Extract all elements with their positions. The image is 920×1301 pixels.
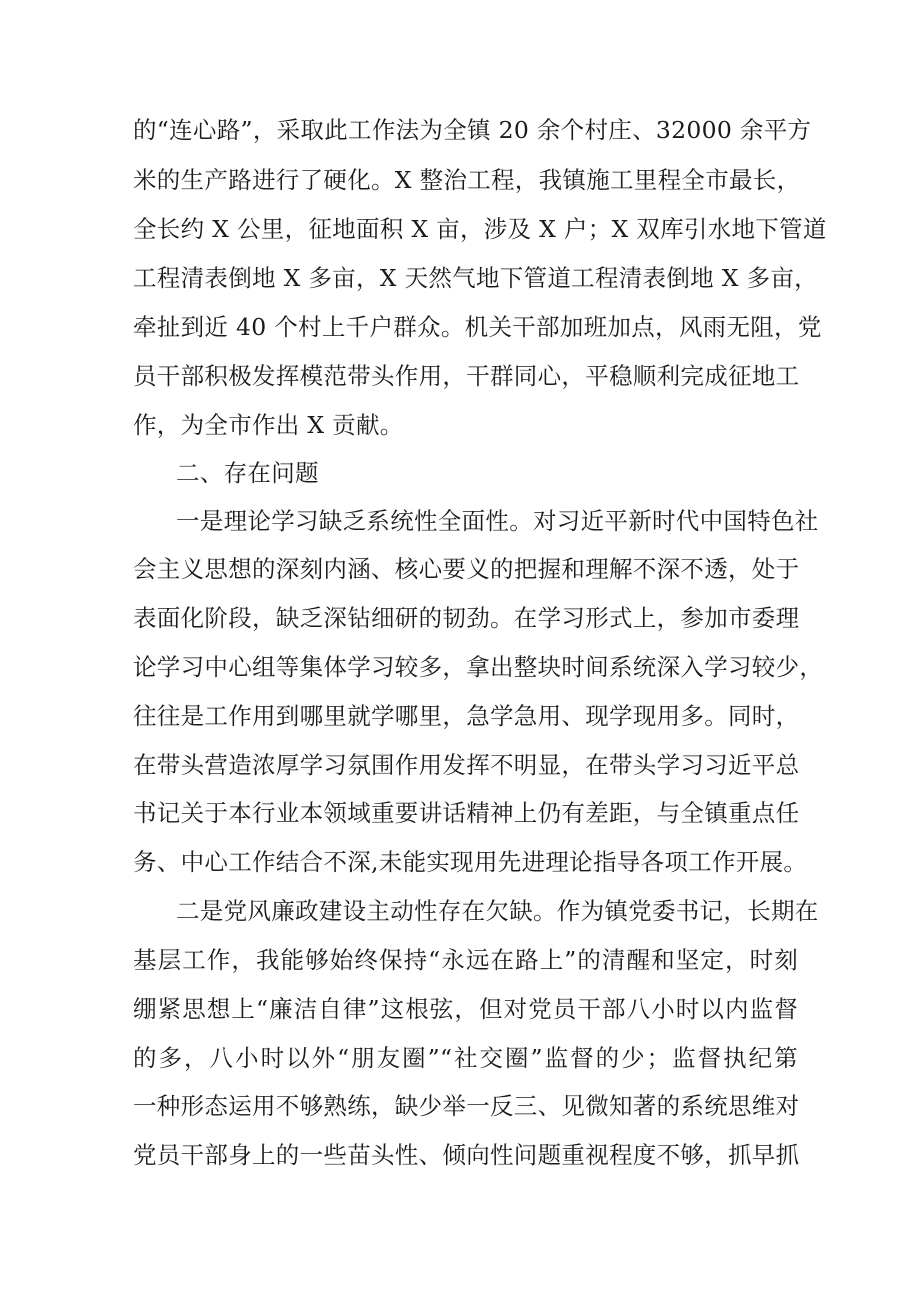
- text-line: 书记关于本行业本领域重要讲话精神上仍有差距，与全镇重点任: [133, 799, 800, 827]
- text-line: 工程清表倒地 X 多亩，X 天然气地下管道工程清表倒地 X 多亩，: [133, 264, 818, 292]
- text-line: 的“连心路”，采取此工作法为全镇 20 余个村庄、32000 余平方: [133, 116, 812, 144]
- text-line: 员干部积极发挥模范带头作用，干群同心，平稳顺利完成征地工: [133, 362, 800, 390]
- text-line: 绷紧思想上“廉洁自律”这根弦，但对党员干部八小时以内监督: [133, 995, 798, 1023]
- text-line: 的多，八小时以外“朋友圈”“社交圈”监督的少；监督执纪第: [133, 1044, 798, 1072]
- paragraph-first-line: 一是理论学习缺乏系统性全面性。对习近平新时代中国特色社: [176, 507, 819, 535]
- paragraph-first-line: 二是党风廉政建设主动性存在欠缺。作为镇党委书记，长期在: [176, 897, 819, 925]
- text-line: 基层工作，我能够始终保持“永远在路上”的清醒和坚定，时刻: [133, 946, 798, 974]
- text-line: 会主义思想的深刻内涵、核心要义的把握和理解不深不透，处于: [133, 555, 800, 583]
- text-line: 牵扯到近 40 个村上千户群众。机关干部加班加点，风雨无阻，党: [133, 313, 822, 341]
- text-line: 一种形态运用不够熟练，缺少举一反三、见微知著的系统思维对: [133, 1092, 800, 1120]
- text-line: 论学习中心组等集体学习较多，拿出整块时间系统深入学习较少，: [133, 653, 824, 681]
- text-line: 全长约 X 公里，征地面积 X 亩，涉及 X 户；X 双库引水地下管道: [133, 215, 827, 243]
- text-line: 米的生产路进行了硬化。X 整治工程，我镇施工里程全市最长，: [133, 166, 801, 194]
- text-line: 党员干部身上的一些苗头性、倾向性问题重视程度不够，抓早抓: [133, 1141, 800, 1169]
- section-heading: 二、存在问题: [176, 459, 319, 487]
- text-line: 在带头营造浓厚学习氛围作用发挥不明显，在带头学习习近平总: [133, 751, 800, 779]
- text-line: 往往是工作用到哪里就学哪里，急学急用、现学现用多。同时，: [133, 702, 800, 730]
- text-line: 表面化阶段，缺乏深钻细研的韧劲。在学习形式上，参加市委理: [133, 604, 800, 632]
- text-line: 务、中心工作结合不深,未能实现用先进理论指导各项工作开展。: [133, 848, 808, 876]
- text-line: 作，为全市作出 X 贡献。: [133, 411, 404, 439]
